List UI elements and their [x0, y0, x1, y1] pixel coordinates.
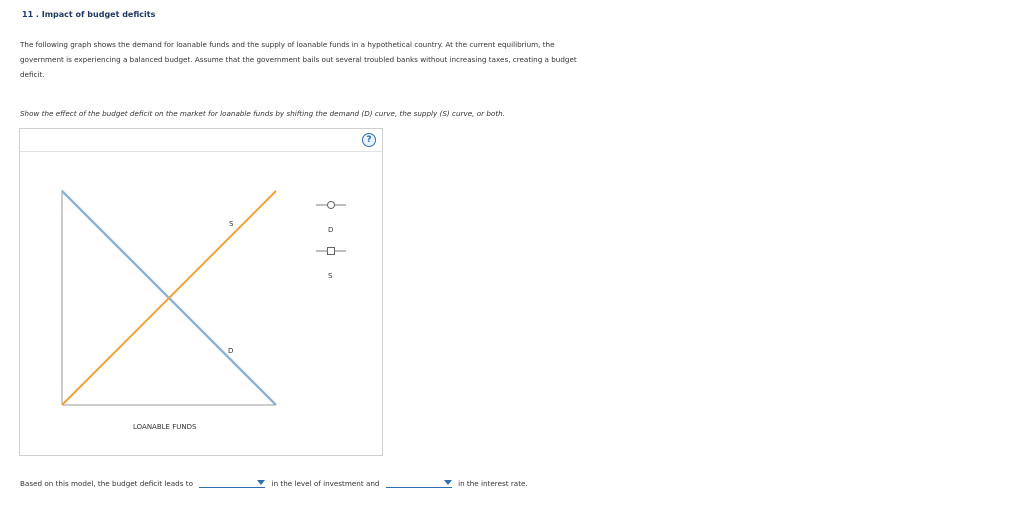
supply-tool-label: S	[328, 272, 333, 280]
demand-curve-label: D	[228, 347, 234, 355]
dropdown-arrow-icon	[257, 480, 265, 485]
answer-sentence	[20, 477, 528, 488]
intro-line-1: The following graph shows the demand for loanable funds and the supply of loanable funds in a hypothetical country. At the current equilibrium, the	[20, 40, 555, 49]
investment-change-dropdown[interactable]	[199, 477, 265, 488]
dropdown-arrow-icon	[444, 480, 452, 485]
answer-middle: in the level of investment and	[271, 479, 380, 488]
answer-suffix: in the interest rate.	[458, 479, 528, 488]
x-axis-label: LOANABLE FUNDS	[133, 423, 197, 431]
answer-prefix: Based on this model, the budget deficit leads to	[20, 479, 193, 488]
demand-tool[interactable]	[316, 202, 346, 209]
intro-line-3: deficit.	[20, 70, 45, 79]
intro-line-2: government is experiencing a balanced budget. Assume that the government bails out several troubled banks without increasing taxes, creating a budget	[20, 55, 577, 64]
supply-tool[interactable]	[316, 248, 346, 255]
supply-curve-label: S	[229, 220, 234, 228]
circle-handle-icon[interactable]	[328, 202, 335, 209]
instruction-text: Show the effect of the budget deficit on the market for loanable funds by shifting the demand (D) curve, the supply (S) curve, or both.	[20, 109, 505, 118]
question-title: 11 . Impact of budget deficits	[22, 10, 156, 19]
help-button[interactable]: ?	[362, 133, 376, 147]
demand-tool-label: D	[328, 226, 334, 234]
square-handle-icon[interactable]	[328, 248, 335, 255]
interest-rate-change-dropdown[interactable]	[386, 477, 452, 488]
